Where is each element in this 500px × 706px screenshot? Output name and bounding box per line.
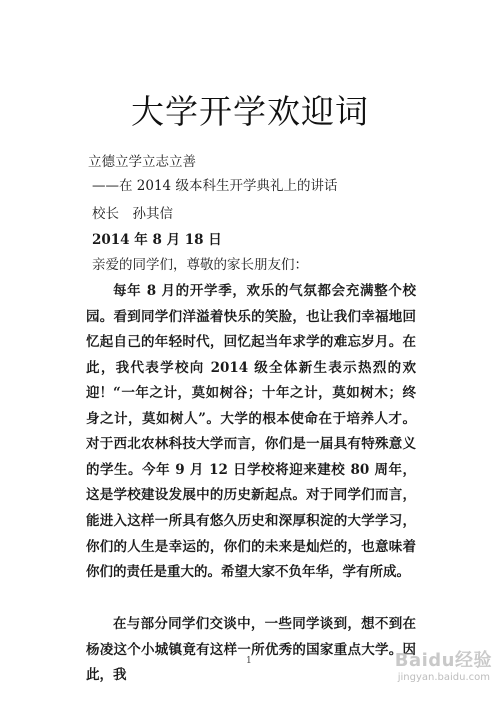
speaker-line: 校长 孙其信 (92, 206, 173, 222)
salutation-line: 亲爱的同学们，尊敬的家长朋友们： (92, 257, 308, 273)
body-paragraph-1: 每年 8 月的开学季，欢乐的气氛都会充满整个校园。看到同学们洋溢着快乐的笑脸，也让我们幸福地回忆起自己的年轻时代，回忆起当年求学的难忘岁月。在此，我代表学校向 2014 级全体新生表示热烈的欢迎！ (86, 283, 416, 402)
document-title: 大学开学欢迎词 (131, 92, 369, 131)
date-line: 2014 年 8 月 18 日 (92, 232, 222, 248)
watermark-url: jingyan.baidu.com (397, 672, 490, 683)
baidu-jingyan-logo: Baidu经验 (394, 650, 492, 671)
motto-line: 立德立学立志立善 (88, 154, 196, 170)
watermark (382, 646, 492, 692)
body-paragraph-2: “一年之计，莫如树谷；十年之计，莫如树木；终身之计，莫如树人”。大学的根本使命在于培养人才。对于西北农林科技大学而言，你们是一届具有特殊意义的学生。今年 9 月 12 日学校将迎来建校 80 周年，这是学校建设发展中的历史新起点。对于同学们而言，能进入这样一所具有悠久历史和深厚积淀的大学学习，你们的人生是幸运的，你们的未来是灿烂的，也意味着你们的责任是重大的。希望大家不负年华，学有所成。 (86, 385, 416, 581)
body-paragraph-3: 在与部分同学们交谈中，一些同学谈到，想不到在杨凌这个小城镇竟有这样一所优秀的国家重点大学。因此，我 (86, 616, 416, 684)
subtitle-line: ——在 2014 级本科生开学典礼上的讲话 (92, 178, 338, 194)
page-number: 1 (246, 656, 252, 666)
